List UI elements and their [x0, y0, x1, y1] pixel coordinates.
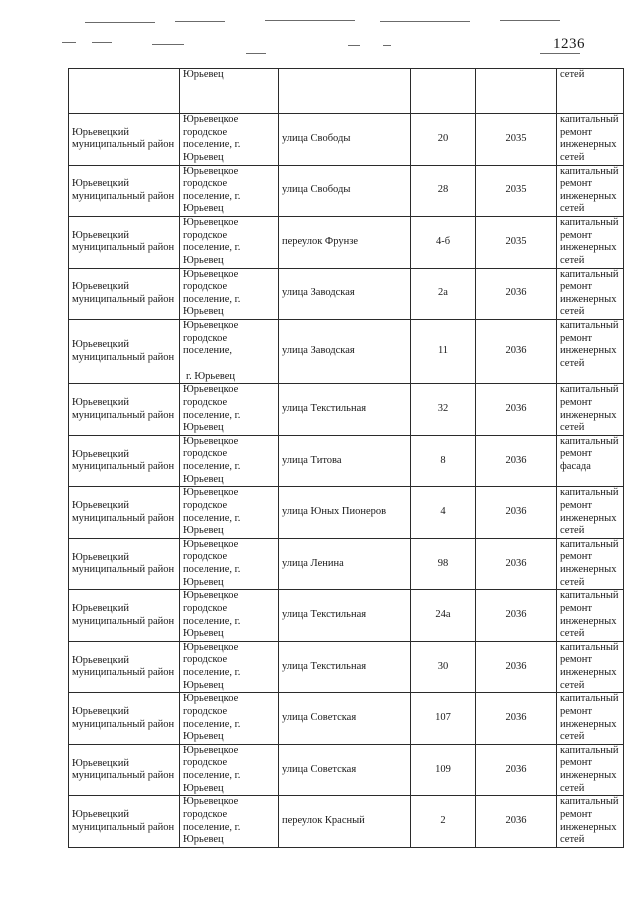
year-cell: 2036 [476, 268, 557, 320]
house-cell: 32 [411, 384, 476, 436]
settlement-cell: Юрьевецкое городское поселение, г. Юрьевец [180, 641, 279, 693]
district-cell: Юрьевецкий муниципальный район [69, 538, 180, 590]
district-cell: Юрьевецкий муниципальный район [69, 217, 180, 269]
street-cell: улица Текстильная [279, 641, 411, 693]
work-type-cell: капитальный ремонт инженерных сетей [557, 114, 624, 166]
table-row [69, 796, 624, 848]
house-cell: 11 [411, 320, 476, 384]
settlement-cell: Юрьевецкое городское поселение, г. Юрьевец [180, 217, 279, 269]
district-cell: Юрьевецкий муниципальный район [69, 165, 180, 217]
scan-artifact-line [175, 21, 225, 22]
table-row [69, 217, 624, 269]
settlement-cell: Юрьевецкое городское поселение, г. Юрьевец [180, 165, 279, 217]
scan-artifact-line [246, 53, 266, 54]
house-cell: 4-б [411, 217, 476, 269]
district-cell: Юрьевецкий муниципальный район [69, 114, 180, 166]
work-type-cell: капитальный ремонт инженерных сетей [557, 693, 624, 745]
district-cell: Юрьевецкий муниципальный район [69, 744, 180, 796]
work-type-cell: капитальный ремонт инженерных сетей [557, 487, 624, 539]
table-row [69, 384, 624, 436]
year-cell: 2036 [476, 384, 557, 436]
district-cell: Юрьевецкий муниципальный район [69, 384, 180, 436]
table-row [69, 165, 624, 217]
scan-artifact-line [152, 44, 184, 45]
year-cell: 2036 [476, 435, 557, 487]
district-cell: Юрьевецкий муниципальный район [69, 796, 180, 848]
table-row [69, 538, 624, 590]
scan-artifact-line [85, 22, 155, 23]
page-number: 1236 [553, 36, 585, 52]
settlement-cell [180, 320, 279, 384]
street-cell: улица Текстильная [279, 590, 411, 642]
house-cell: 98 [411, 538, 476, 590]
house-cell: 28 [411, 165, 476, 217]
settlement-cell: Юрьевецкое городское поселение, г. Юрьевец [180, 268, 279, 320]
settlement-cell: Юрьевецкое городское поселение, г. Юрьевец [180, 590, 279, 642]
street-cell: улица Текстильная [279, 384, 411, 436]
street-cell: переулок Красный [279, 796, 411, 848]
settlement-cell: Юрьевецкое городское поселение, г. Юрьевец [180, 796, 279, 848]
table-row [69, 487, 624, 539]
table-row-continued [69, 69, 624, 114]
table-row [69, 435, 624, 487]
table-body [69, 69, 624, 848]
settlement-cell: Юрьевецкое городское поселение, г. Юрьевец [180, 538, 279, 590]
year-cell: 2036 [476, 590, 557, 642]
scan-artifact-line [62, 42, 76, 43]
scan-artifact-line [500, 20, 560, 21]
work-type-cell: капитальный ремонт инженерных сетей [557, 641, 624, 693]
house-cell: 2 [411, 796, 476, 848]
table-row [69, 641, 624, 693]
settlement-cell: Юрьевецкое городское поселение, г. Юрьевец [180, 384, 279, 436]
street-cell: улица Советская [279, 693, 411, 745]
year-cell: 2036 [476, 744, 557, 796]
year-cell: 2036 [476, 796, 557, 848]
work-type-cell: капитальный ремонт инженерных сетей [557, 165, 624, 217]
house-cell: 20 [411, 114, 476, 166]
street-cell [279, 69, 411, 114]
work-type-cell: капитальный ремонт инженерных сетей [557, 744, 624, 796]
table-row [69, 693, 624, 745]
year-cell: 2036 [476, 641, 557, 693]
settlement-cell: Юрьевецкое городское поселение, г. Юрьевец [180, 693, 279, 745]
house-cell: 30 [411, 641, 476, 693]
district-cell: Юрьевецкий муниципальный район [69, 487, 180, 539]
scan-artifact-line [265, 20, 355, 21]
scan-artifact-line [348, 45, 360, 46]
house-cell [411, 69, 476, 114]
table-row [69, 320, 624, 384]
house-cell: 107 [411, 693, 476, 745]
house-cell: 4 [411, 487, 476, 539]
year-cell: 2035 [476, 217, 557, 269]
street-cell: улица Юных Пионеров [279, 487, 411, 539]
year-cell: 2036 [476, 487, 557, 539]
district-cell: Юрьевецкий муниципальный район [69, 320, 180, 384]
district-cell: Юрьевецкий муниципальный район [69, 435, 180, 487]
work-type-cell: капитальный ремонт инженерных сетей [557, 217, 624, 269]
table-row [69, 744, 624, 796]
district-cell: Юрьевецкий муниципальный район [69, 693, 180, 745]
work-type-cell: капитальный ремонт инженерных сетей [557, 384, 624, 436]
street-cell: улица Титова [279, 435, 411, 487]
year-cell: 2035 [476, 165, 557, 217]
settlement-cell: Юрьевецкое городское поселение, г. Юрьевец [180, 487, 279, 539]
house-cell: 2а [411, 268, 476, 320]
work-type-cell: капитальный ремонт инженерных сетей [557, 590, 624, 642]
street-cell: улица Свободы [279, 165, 411, 217]
repair-schedule-table [68, 68, 624, 848]
table-row [69, 590, 624, 642]
settlement-cell: Юрьевецкое городское поселение, г. Юрьевец [180, 435, 279, 487]
settlement-tail-text: г. Юрьевец [186, 370, 236, 382]
year-cell: 2036 [476, 320, 557, 384]
settlement-cell: Юрьевецкое городское поселение, г. Юрьевец [180, 744, 279, 796]
scan-artifact-line [383, 45, 391, 46]
district-cell: Юрьевецкий муниципальный район [69, 590, 180, 642]
street-cell: переулок Фрунзе [279, 217, 411, 269]
year-cell: 2035 [476, 114, 557, 166]
street-cell: улица Заводская [279, 320, 411, 384]
district-cell: Юрьевецкий муниципальный район [69, 641, 180, 693]
work-type-cell: капитальный ремонт инженерных сетей [557, 320, 624, 384]
year-cell [476, 69, 557, 114]
house-cell: 8 [411, 435, 476, 487]
scan-artifact-line [92, 42, 112, 43]
work-type-cell: капитальный ремонт фасада [557, 435, 624, 487]
work-type-cell: сетей [557, 69, 624, 114]
work-type-cell: капитальный ремонт инженерных сетей [557, 268, 624, 320]
table-row [69, 114, 624, 166]
settlement-cell: Юрьевец [180, 69, 279, 114]
settlement-head-text: Юрьевецкое городское поселение, [183, 320, 239, 357]
table-row [69, 268, 624, 320]
house-cell: 24а [411, 590, 476, 642]
district-cell: Юрьевецкий муниципальный район [69, 268, 180, 320]
street-cell: улица Советская [279, 744, 411, 796]
street-cell: улица Ленина [279, 538, 411, 590]
scan-artifact-line [540, 53, 580, 54]
street-cell: улица Заводская [279, 268, 411, 320]
district-cell [69, 69, 180, 114]
scan-artifact-line [380, 21, 470, 22]
house-cell: 109 [411, 744, 476, 796]
year-cell: 2036 [476, 538, 557, 590]
work-type-cell: капитальный ремонт инженерных сетей [557, 796, 624, 848]
settlement-cell: Юрьевецкое городское поселение, г. Юрьевец [180, 114, 279, 166]
year-cell: 2036 [476, 693, 557, 745]
work-type-cell: капитальный ремонт инженерных сетей [557, 538, 624, 590]
street-cell: улица Свободы [279, 114, 411, 166]
